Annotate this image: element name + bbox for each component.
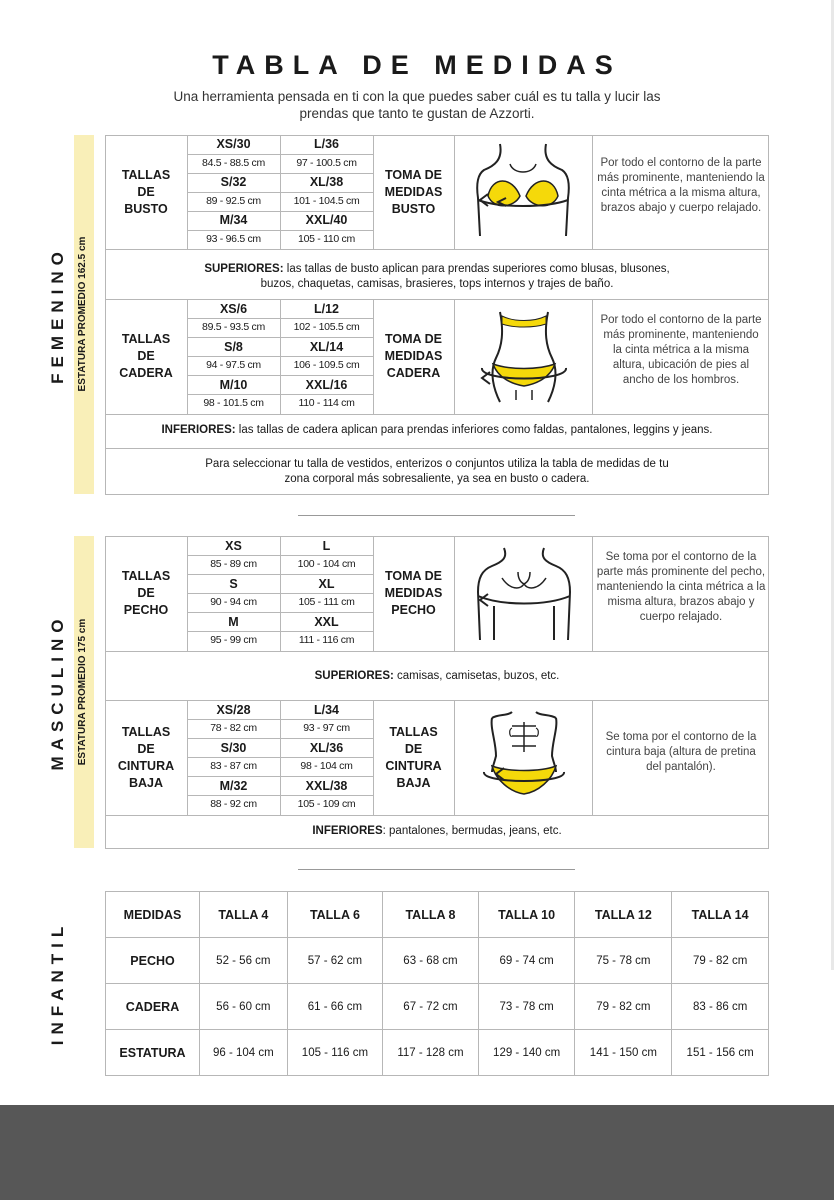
masculino-inferiores-note: INFERIORES: pantalones, bermudas, jeans, etc. — [312, 825, 562, 837]
vestidos-note: Para seleccionar tu talla de vestidos, enterizos o conjuntos utiliza la tabla de medidas de tu zona corporal más sobresaliente, ya sea en busto o cadera. — [205, 458, 669, 485]
infantil-label: INFANTIL — [48, 920, 67, 1046]
size-name: XXL — [314, 615, 339, 629]
table-cell: 79 - 82 cm — [672, 938, 769, 984]
size-range: 78 - 82 cm — [210, 722, 257, 734]
size-name: L/36 — [313, 137, 339, 151]
size-range: 111 - 116 cm — [298, 634, 355, 646]
size-name: S/30 — [220, 741, 247, 755]
table-cell: 61 - 66 cm — [287, 984, 383, 1030]
row-header: PECHO — [106, 938, 200, 984]
size-name: M — [228, 615, 239, 629]
table-row — [106, 1030, 769, 1076]
size-name: XL/36 — [309, 741, 344, 755]
cadera-description: Por todo el contorno de la parte más prominente, manteniendo la cinta métrica a la misma altura, ubicación de pies al ancho de los hombros. — [600, 314, 762, 386]
footer-bar — [0, 1105, 834, 1200]
size-range: 89.5 - 93.5 cm — [202, 321, 265, 333]
size-name: XXL/40 — [305, 213, 348, 227]
table-cell: 67 - 72 cm — [383, 984, 479, 1030]
table-cell: 83 - 86 cm — [672, 984, 769, 1030]
table-row — [106, 938, 769, 984]
size-range: 106 - 109.5 cm — [293, 359, 360, 371]
size-name: L/34 — [313, 703, 339, 717]
table-cell: 56 - 60 cm — [200, 984, 288, 1030]
size-range: 88 - 92 cm — [210, 798, 257, 810]
toma-busto-label: TOMA DE MEDIDAS BUSTO — [384, 167, 443, 216]
size-name: XS/30 — [216, 137, 251, 151]
column-header: TALLA 6 — [287, 892, 383, 938]
separator — [298, 869, 575, 870]
infantil-table — [105, 891, 769, 1076]
toma-cadera-label: TOMA DE MEDIDAS CADERA — [384, 332, 443, 380]
column-header: MEDIDAS — [106, 892, 200, 938]
page-title: TABLA DE MEDIDAS — [212, 50, 622, 80]
size-name: M/10 — [219, 378, 248, 392]
femenino-superiores-note: SUPERIORES: las tallas de busto aplican para prendas superiores como blusas, blusones, buzos, chaquetas, camisas, brasieres, tops internos y trajes de baño. — [204, 263, 670, 290]
size-range: 89 - 92.5 cm — [206, 195, 261, 207]
size-name: XL/14 — [309, 340, 344, 354]
table-cell: 52 - 56 cm — [200, 938, 288, 984]
size-name: S/8 — [224, 340, 243, 354]
table-cell: 151 - 156 cm — [672, 1030, 769, 1076]
size-name: XL/38 — [309, 175, 344, 189]
tallas-cintura-label: TALLAS DE CINTURA BAJA — [117, 724, 175, 790]
size-range: 93 - 97 cm — [303, 722, 350, 734]
table-cell: 117 - 128 cm — [383, 1030, 479, 1076]
page-subtitle: Una herramienta pensada en ti con la que puedes saber cuál es tu talla y lucir las prendas que tanto te gustan de Azzorti. — [173, 89, 661, 121]
size-range: 102 - 105.5 cm — [293, 321, 360, 333]
femenino-label: FEMENINO — [48, 246, 67, 384]
femenino-inferiores-note: INFERIORES: las tallas de cadera aplican para prendas inferiores como faldas, pantalones, leggins y jeans. — [161, 424, 713, 436]
busto-description: Por todo el contorno de la parte más prominente, manteniendo la cinta métrica a la misma altura, brazos abajo y cuerpo relajado. — [597, 157, 765, 214]
cintura-description: Se toma por el contorno de la cintura baja (altura de pretina del pantalón). — [605, 731, 757, 773]
tallas-busto-label: TALLAS DE BUSTO — [121, 167, 171, 216]
size-name: S/32 — [220, 175, 247, 189]
size-name: XS/28 — [216, 703, 251, 717]
hip-illustration-icon — [476, 306, 572, 406]
masculino-label: MASCULINO — [48, 613, 67, 771]
table-cell: 96 - 104 cm — [200, 1030, 288, 1076]
column-header: TALLA 10 — [478, 892, 575, 938]
size-name: L/12 — [313, 302, 339, 316]
table-cell: 79 - 82 cm — [575, 984, 672, 1030]
chest-illustration-icon — [472, 544, 576, 644]
femenino-estatura: ESTATURA PROMEDIO 162.5 cm — [77, 236, 88, 392]
column-header: TALLA 12 — [575, 892, 672, 938]
table-row — [106, 984, 769, 1030]
size-name: M/34 — [219, 213, 248, 227]
column-header: TALLA 4 — [200, 892, 288, 938]
size-name: XS — [225, 539, 242, 553]
table-cell: 57 - 62 cm — [287, 938, 383, 984]
size-range: 83 - 87 cm — [210, 760, 257, 772]
table-cell: 129 - 140 cm — [478, 1030, 575, 1076]
masculino-superiores-note: SUPERIORES: camisas, camisetas, buzos, etc. — [314, 670, 560, 682]
column-header: TALLA 8 — [383, 892, 479, 938]
size-name: XXL/38 — [305, 779, 348, 793]
table-header-row — [106, 892, 769, 938]
column-header: TALLA 14 — [672, 892, 769, 938]
size-name: XL — [318, 577, 335, 591]
size-name: S — [229, 577, 238, 591]
table-cell: 105 - 116 cm — [287, 1030, 383, 1076]
size-range: 105 - 109 cm — [297, 798, 356, 810]
size-range: 93 - 96.5 cm — [206, 233, 261, 245]
table-cell: 73 - 78 cm — [478, 984, 575, 1030]
row-header: CADERA — [106, 984, 200, 1030]
size-range: 98 - 104 cm — [300, 760, 353, 772]
waist-illustration-icon — [478, 708, 570, 808]
tallas-cadera-label: TALLAS DE CADERA — [119, 332, 173, 380]
tallas-pecho-label: TALLAS DE PECHO — [121, 569, 171, 617]
size-range: 105 - 111 cm — [298, 596, 355, 608]
table-cell: 75 - 78 cm — [575, 938, 672, 984]
size-range: 110 - 114 cm — [298, 397, 355, 409]
size-range: 85 - 89 cm — [210, 558, 257, 570]
size-name: M/32 — [219, 779, 248, 793]
size-range: 101 - 104.5 cm — [293, 195, 360, 207]
size-name: XS/6 — [219, 302, 248, 316]
size-name: XXL/16 — [305, 378, 348, 392]
pecho-description: Se toma por el contorno de la parte más prominente del pecho, manteniendo la cinta métrica a la misma altura, brazos abajo y cuerpo relajado. — [596, 551, 766, 623]
size-range: 90 - 94 cm — [210, 596, 257, 608]
toma-cintura-label: TALLAS DE CINTURA BAJA — [385, 724, 442, 790]
table-cell: 63 - 68 cm — [383, 938, 479, 984]
size-range: 100 - 104 cm — [297, 558, 356, 570]
size-range: 84.5 - 88.5 cm — [202, 157, 265, 169]
table-cell: 141 - 150 cm — [575, 1030, 672, 1076]
size-range: 97 - 100.5 cm — [296, 157, 357, 169]
size-range: 98 - 101.5 cm — [203, 397, 264, 409]
bust-illustration-icon — [470, 140, 576, 244]
toma-pecho-label: TOMA DE MEDIDAS PECHO — [384, 569, 443, 617]
masculino-estatura: ESTATURA PROMEDIO 175 cm — [77, 618, 88, 766]
size-range: 94 - 97.5 cm — [206, 359, 261, 371]
table-cell: 69 - 74 cm — [478, 938, 575, 984]
row-header: ESTATURA — [106, 1030, 200, 1076]
size-range: 95 - 99 cm — [210, 634, 257, 646]
separator — [298, 515, 575, 516]
size-range: 105 - 110 cm — [298, 233, 355, 245]
size-name: L — [322, 539, 331, 553]
